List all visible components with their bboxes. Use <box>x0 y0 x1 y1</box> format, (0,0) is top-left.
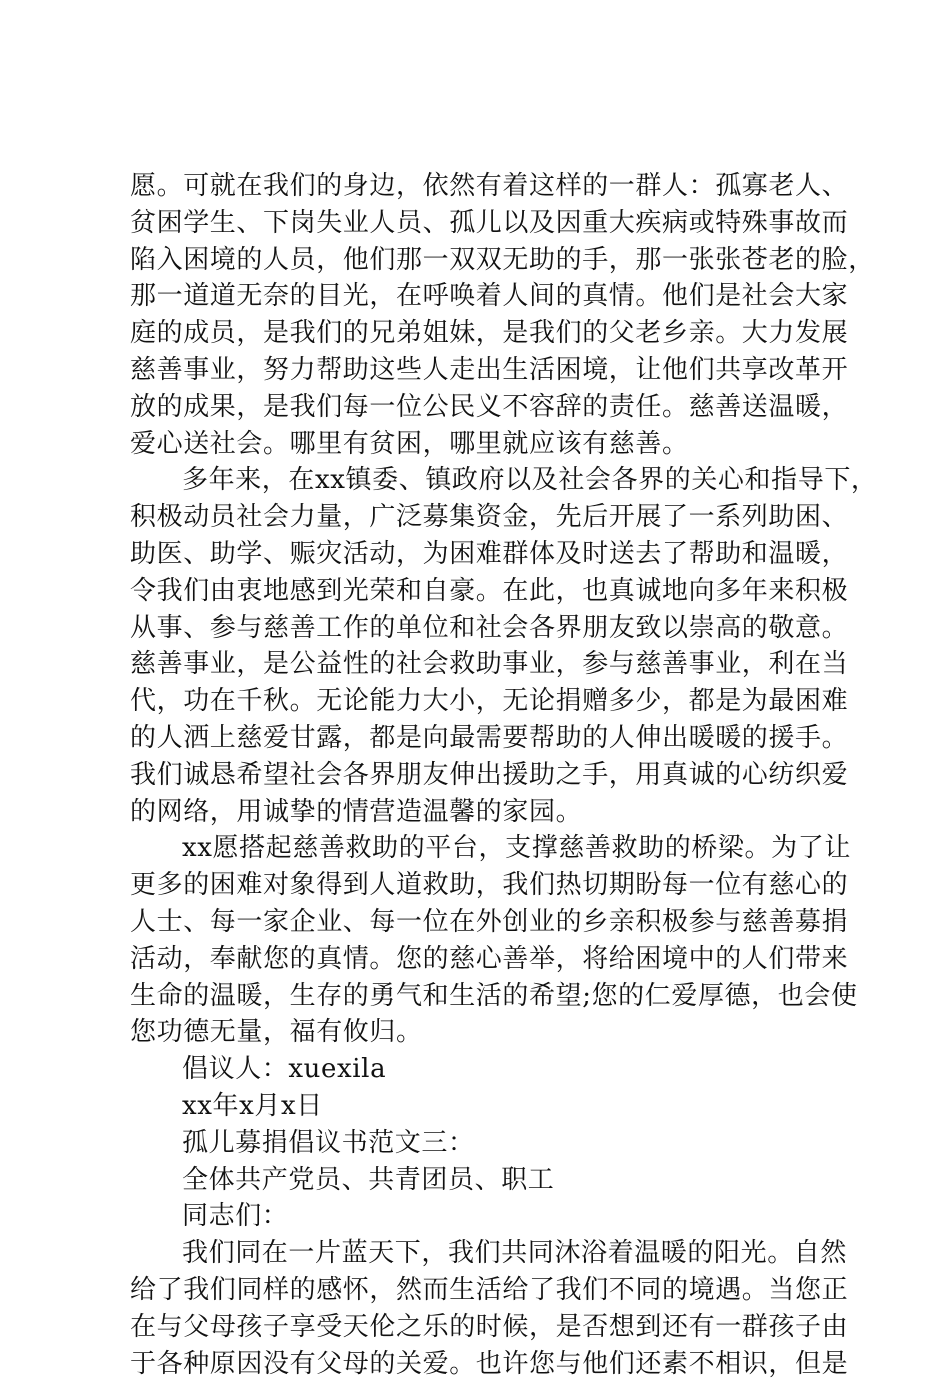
text-line: 愿。可就在我们的身边，依然有着这样的一群人：孤寡老人、 <box>130 168 830 205</box>
section-title: 孤儿募捐倡议书范文三： <box>130 1125 830 1162</box>
text-line: 那一道道无奈的目光，在呼唤着人间的真情。他们是社会大家 <box>130 278 830 315</box>
text-line: 您功德无量，福有攸归。 <box>130 1014 830 1051</box>
text-line: 爱心送社会。哪里有贫困，哪里就应该有慈善。 <box>130 426 830 463</box>
paragraph-4 <box>130 1235 830 1382</box>
text-line: 从事、参与慈善工作的单位和社会各界朋友致以崇高的敬意。 <box>130 610 830 647</box>
text-line: 多年来，在xx镇委、镇政府以及社会各界的关心和指导下， <box>130 462 830 499</box>
text-line: 更多的困难对象得到人道救助，我们热切期盼每一位有慈心的 <box>130 867 830 904</box>
text-line: 的人洒上慈爱甘露，都是向最需要帮助的人伸出暖暖的援手。 <box>130 720 830 757</box>
text-line: 代，功在千秋。无论能力大小，无论捐赠多少，都是为最困难 <box>130 683 830 720</box>
text-line: 人士、每一家企业、每一位在外创业的乡亲积极参与慈善募捐 <box>130 904 830 941</box>
addressee: 全体共产党员、共青团员、职工 <box>130 1162 830 1199</box>
text-line: 令我们由衷地感到光荣和自豪。在此，也真诚地向多年来积极 <box>130 573 830 610</box>
text-line: 慈善事业，努力帮助这些人走出生活困境，让他们共享改革开 <box>130 352 830 389</box>
text-line: 的网络，用诚挚的情营造温馨的家园。 <box>130 794 830 831</box>
paragraph-2 <box>130 462 830 830</box>
document-body <box>130 168 830 1382</box>
text-line: 我们同在一片蓝天下，我们共同沐浴着温暖的阳光。自然 <box>130 1235 830 1272</box>
text-line: 陷入困境的人员，他们那一双双无助的手，那一张张苍老的脸， <box>130 242 830 279</box>
text-line: 积极动员社会力量，广泛募集资金，先后开展了一系列助困、 <box>130 499 830 536</box>
text-line: 活动，奉献您的真情。您的慈心善举，将给困境中的人们带来 <box>130 941 830 978</box>
text-line: 生命的温暖，生存的勇气和生活的希望;您的仁爱厚德，也会使 <box>130 978 830 1015</box>
text-line: 在与父母孩子享受天伦之乐的时候，是否想到还有一群孩子由 <box>130 1309 830 1346</box>
text-line: 助医、助学、赈灾活动，为困难群体及时送去了帮助和温暖， <box>130 536 830 573</box>
text-line: 庭的成员，是我们的兄弟姐妹，是我们的父老乡亲。大力发展 <box>130 315 830 352</box>
salutation: 同志们： <box>130 1198 830 1235</box>
text-line: 放的成果，是我们每一位公民义不容辞的责任。慈善送温暖， <box>130 389 830 426</box>
text-line: 给了我们同样的感怀，然而生活给了我们不同的境遇。当您正 <box>130 1272 830 1309</box>
text-line: 贫困学生、下岗失业人员、孤儿以及因重大疾病或特殊事故而 <box>130 205 830 242</box>
text-line: 于各种原因没有父母的关爱。也许您与他们还素不相识，但是 <box>130 1346 830 1382</box>
text-line: 我们诚恳希望社会各界朋友伸出援助之手，用真诚的心纺织爱 <box>130 757 830 794</box>
paragraph-1 <box>130 168 830 462</box>
date: xx年x月x日 <box>130 1088 830 1125</box>
signer: 倡议人：xuexila <box>130 1051 830 1088</box>
text-line: 慈善事业，是公益性的社会救助事业，参与慈善事业，利在当 <box>130 646 830 683</box>
paragraph-3 <box>130 830 830 1051</box>
text-line: xx愿搭起慈善救助的平台，支撑慈善救助的桥梁。为了让 <box>130 830 830 867</box>
